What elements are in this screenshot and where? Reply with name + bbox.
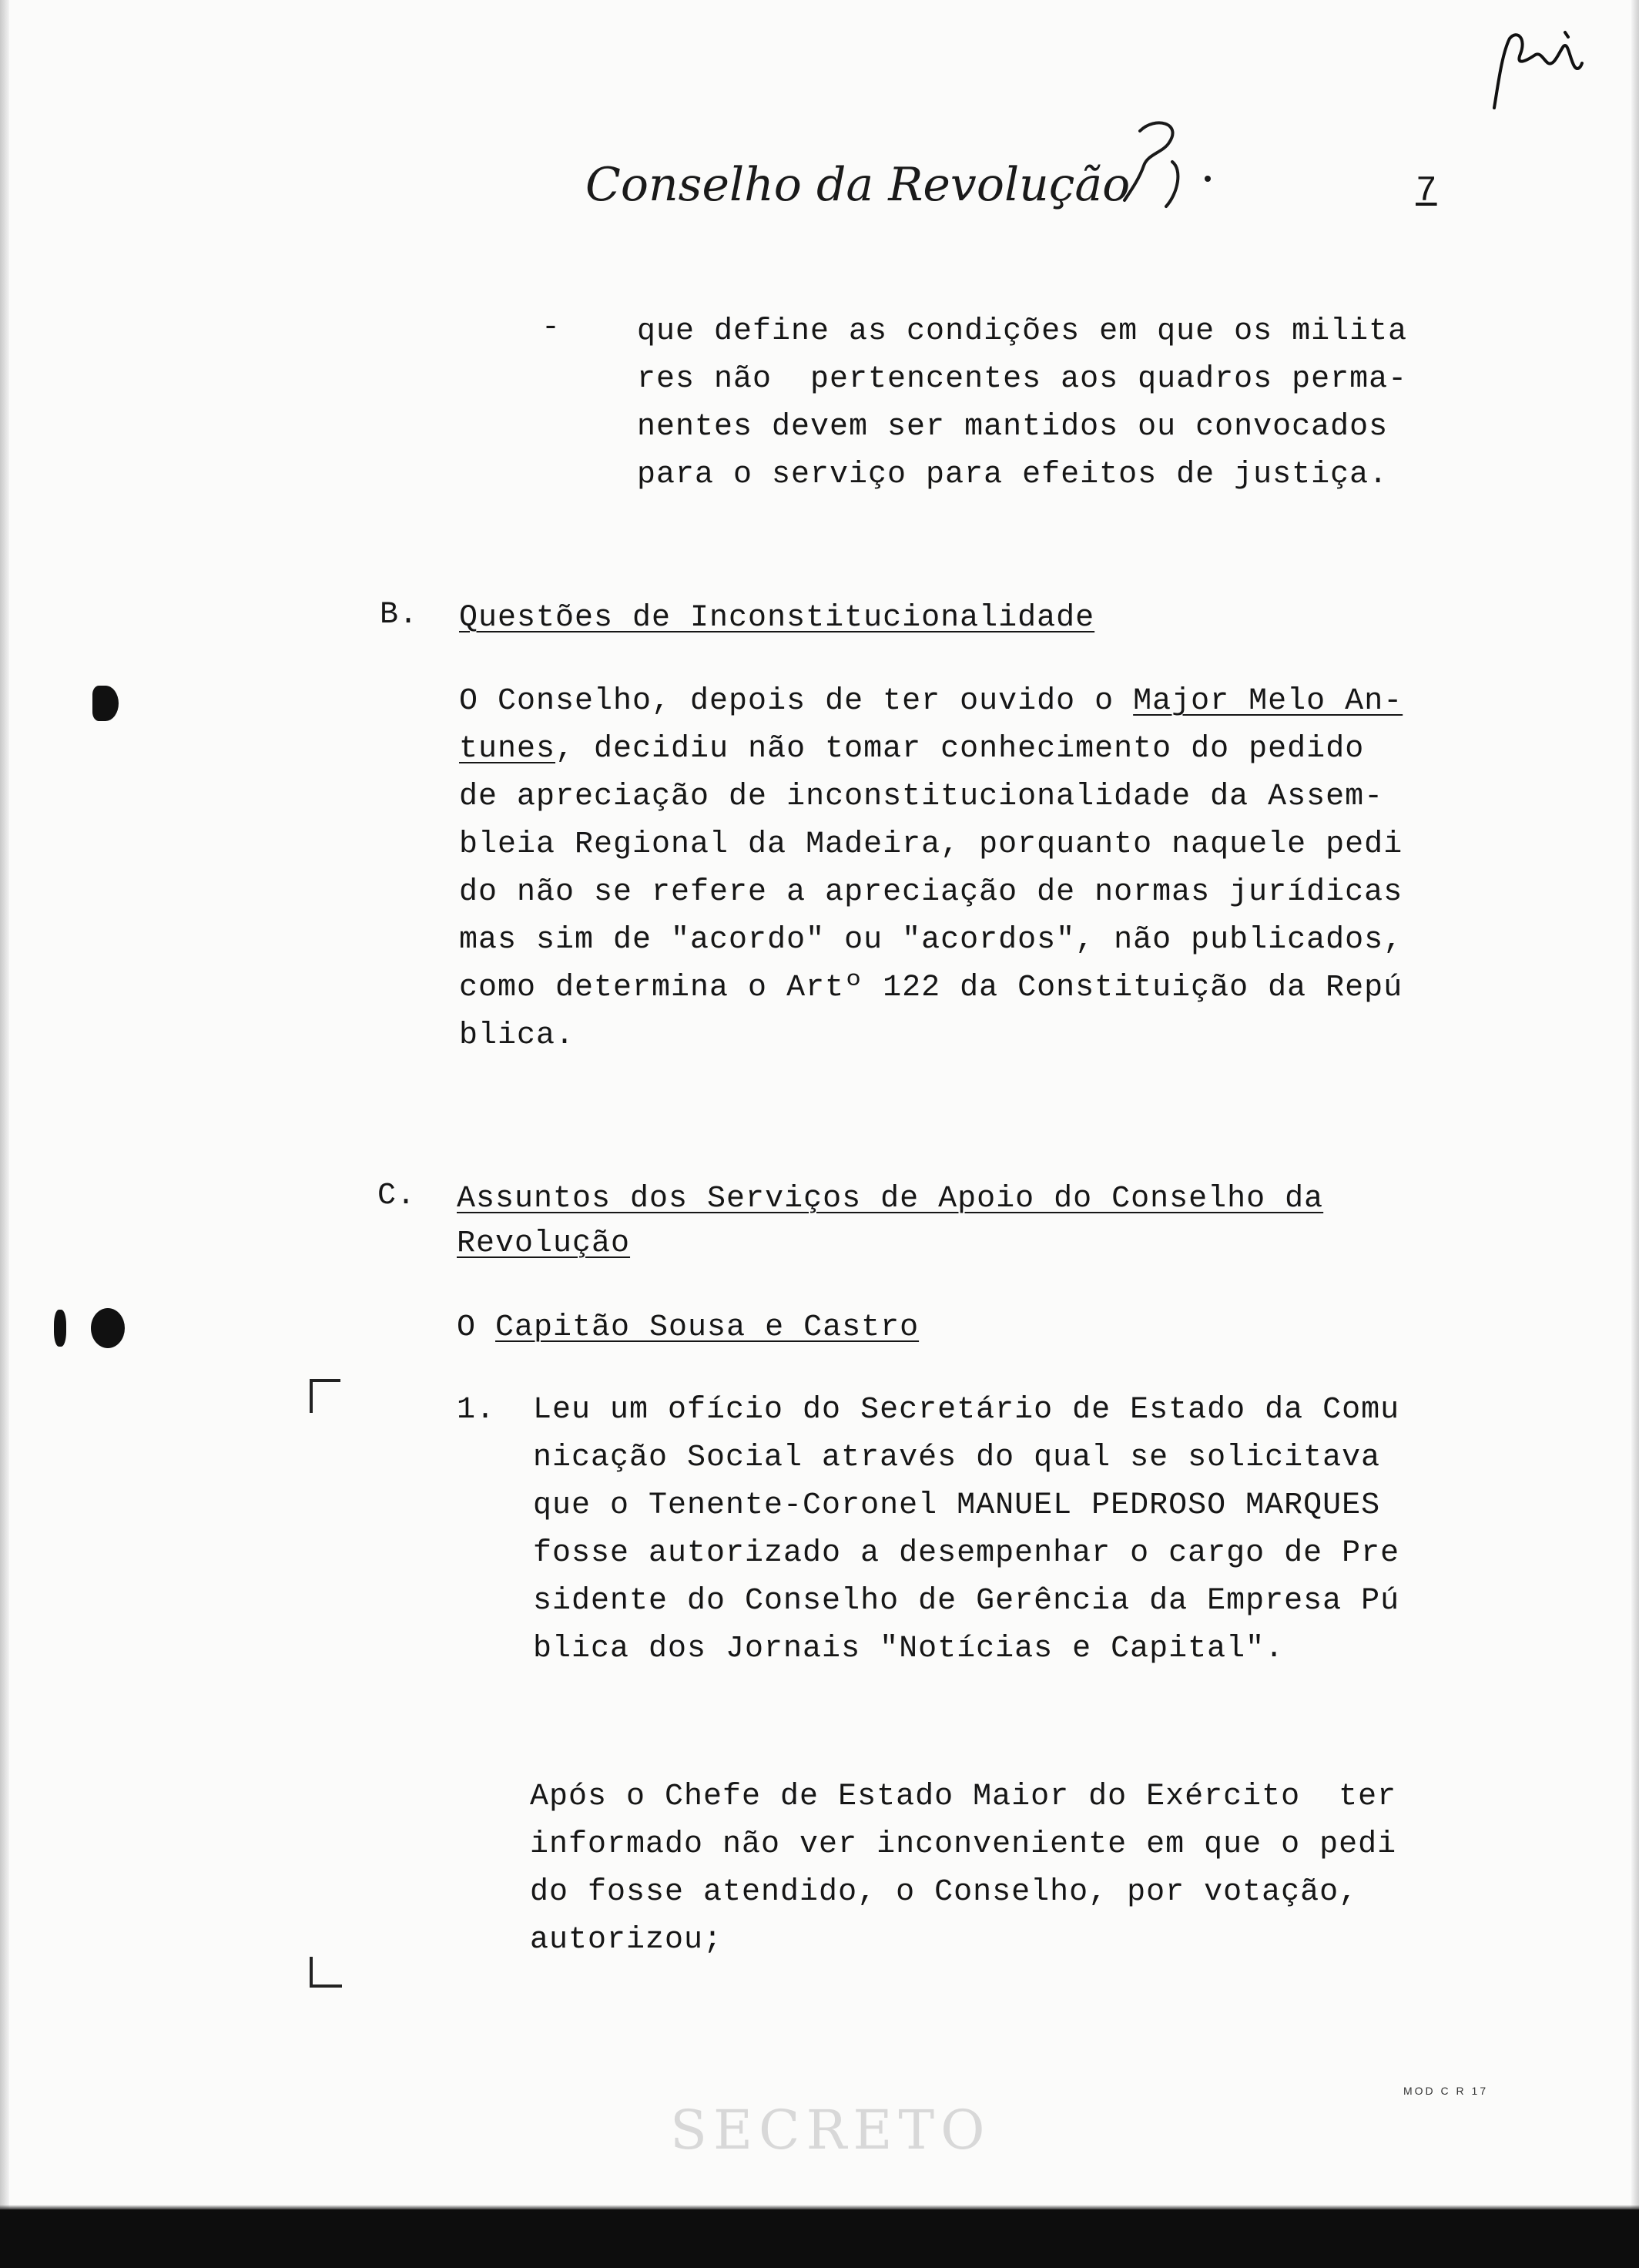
faded-stamp: SECRETO <box>670 2099 991 2162</box>
person-name-underlined: Capitão Sousa e Castro <box>495 1310 920 1345</box>
item-line: sidente do Conselho de Gerência da Empresa Pú <box>533 1584 1400 1619</box>
section-b-heading: Questões de Inconstitucionalidade <box>459 601 1095 636</box>
item-number: 1. <box>457 1393 496 1428</box>
section-c-heading: Revolução <box>457 1226 631 1261</box>
section-c-subheading <box>457 1304 919 1352</box>
section-b-letter: B. <box>380 598 419 632</box>
section-b-paragraph-line <box>459 678 1403 726</box>
section-b-paragraph-line: bleia Regional da Madeira, porquanto naquele pedi <box>459 827 1403 862</box>
person-name-underlined: Major Melo An- <box>1133 684 1403 719</box>
subheading-prefix: O <box>457 1310 496 1345</box>
intro-line: para o serviço para efeitos de justiça. <box>637 458 1389 492</box>
corner-mark-bottom <box>310 1957 342 1988</box>
person-name-underlined: tunes <box>459 732 556 767</box>
paragraph-text: , decidiu não tomar conhecimento do pedido <box>555 732 1365 767</box>
form-code: MOD C R 17 <box>1403 2085 1489 2097</box>
closing-line: autorizou; <box>530 1923 723 1958</box>
closing-line: do fosse atendido, o Conselho, por votação, <box>530 1875 1359 1910</box>
punch-hole-mark <box>91 1308 125 1348</box>
ink-mark <box>54 1310 66 1347</box>
item-line: fosse autorizado a desempenhar o cargo de Pre <box>533 1536 1400 1571</box>
handwritten-mark <box>1109 108 1225 231</box>
intro-line: res não pertencentes aos quadros perma- <box>637 362 1408 397</box>
item-line: que o Tenente-Coronel MANUEL PEDROSO MARQUES <box>533 1488 1381 1523</box>
section-b-paragraph-line <box>459 726 1364 773</box>
scan-edge-left <box>0 0 9 2268</box>
intro-line: nentes devem ser mantidos ou convocados <box>637 410 1389 445</box>
corner-mark-top <box>310 1379 340 1413</box>
intro-line: que define as condições em que os milita <box>637 314 1408 349</box>
intro-dash: - <box>541 310 561 345</box>
handwritten-signature <box>1479 23 1587 116</box>
paragraph-text: O Conselho, depois de ter ouvido o <box>459 684 1134 719</box>
section-b-paragraph-line: do não se refere a apreciação de normas jurídicas <box>459 875 1403 910</box>
item-line: Leu um ofício do Secretário de Estado da Comu <box>533 1393 1400 1428</box>
section-c-letter: C. <box>377 1179 417 1213</box>
section-b-paragraph-line: como determina o Artº 122 da Constituição da Repú <box>459 971 1403 1005</box>
page-number: 7 <box>1416 171 1437 211</box>
item-line: blica dos Jornais "Notícias e Capital". <box>533 1632 1285 1666</box>
scan-edge-right <box>1631 0 1639 2268</box>
section-c-heading: Assuntos dos Serviços de Apoio do Conselho da <box>457 1182 1324 1216</box>
ink-mark <box>92 686 119 721</box>
section-b-paragraph-line: mas sim de "acordo" ou "acordos", não publicados, <box>459 923 1403 958</box>
scan-bottom-bar <box>0 2209 1639 2268</box>
closing-line: Após o Chefe de Estado Maior do Exército ter <box>530 1780 1397 1814</box>
closing-line: informado não ver inconveniente em que o pedi <box>530 1827 1397 1862</box>
section-b-paragraph-line: de apreciação de inconstitucionalidade da Assem- <box>459 780 1384 814</box>
section-b-paragraph-line: blica. <box>459 1018 575 1053</box>
letterhead-title: Conselho da Revolução <box>585 158 1131 212</box>
item-line: nicação Social através do qual se solicitava <box>533 1441 1381 1475</box>
